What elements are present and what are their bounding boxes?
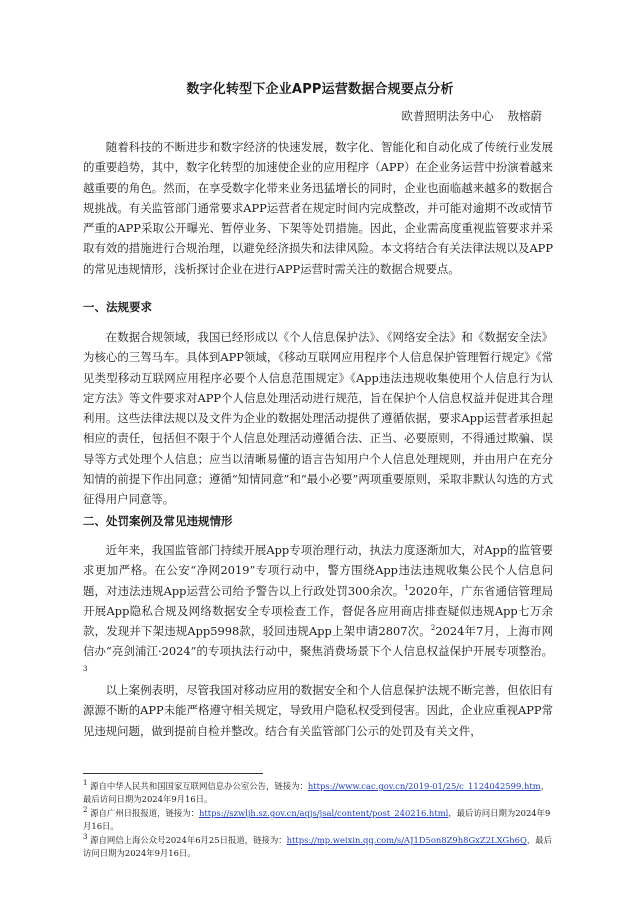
footnote-marker-1[interactable]: 1 [404, 583, 409, 592]
case-text-2019: 近年来，我国监管部门持续开展App专项治理行动，执法力度逐渐加大，对App的监管要求更加严格。在公安“净网2019”专项行动中，警方围绕App违法违规收集公民个人信息问题，对违法违规App运营公司给予警告以上行政处罚300余次。 [83, 543, 553, 598]
footnote-access-date: ，最后访问日期为2024年9月16日。 [83, 781, 550, 804]
footnotes [83, 780, 553, 861]
footnote-marker-2[interactable]: 2 [430, 624, 436, 633]
footnote-source: 源自广州日报报道，链接为： [90, 808, 200, 818]
footnote-link[interactable]: https://szwljh.sz.gov.cn/aqjs/jsal/content/post_240216.html [199, 808, 449, 818]
footnote-number: 2 [83, 806, 88, 815]
regulations-paragraph: 在数据合规领域，我国已经形成以《个人信息保护法》、《网络安全法》和《数据安全法》为核心的三驾马车。具体到APP领域，《移动互联网应用程序个人信息保护管理暂行规定》《常见类型移动互联网应用程序必要个人信息范围规定》《App违法违规收集使用个人信息行为认定方法》等文件要求对APP个人信息处理活动进行规范，旨在保护个人信息权益并促进其合理利用。这些法律法规以及文件为企业的数据处理活动提供了遵循依据，要求App运营者承担起相应的责任，包括但不限于个人信息处理活动遵循合法、正当、必要原则，不得通过欺骗、误导等方式处理个人信息；应当以清晰易懂的语言告知用户个人信息处理规则，并由用户在充分知情的前提下作出同意；遵循“知情同意”和“最小必要”两项重要原则，采取非默认勾选的方式征得用户同意等。 [83, 330, 553, 507]
section-heading-cases: 二、处罚案例及常见违规情形 [83, 514, 233, 528]
footnote-2 [83, 807, 553, 833]
footnote-source: 源自中华人民共和国国家互联网信息办公室公告，链接为： [90, 781, 308, 791]
footnote-link[interactable]: https://mp.weixin.qq.com/s/AJ1D5on8Z9h8GxZ2LXGh6Q [286, 835, 527, 845]
footnote-marker-3[interactable]: 3 [83, 664, 88, 673]
author-line [388, 108, 543, 124]
footnote-access-date: ，最后访问日期为2024年9月16日。 [83, 808, 551, 831]
footnote-1 [83, 780, 553, 806]
cases-paragraph [83, 540, 553, 682]
footnote-3 [83, 834, 553, 860]
case-text-2024: 2024年7月，上海市网信办“亮剑浦江·2024”的专项执法行动中，聚焦消费场景下个人信息权益保护开展专项整治。 [83, 624, 553, 659]
case-text-2020: 2020年，广东省通信管理局开展App隐私合规及网络数据安全专项检查工作，督促各应用商店排查疑似违规App七万余款，发现并下架违规App5998款，驳回违规App上架申请2807次。 [83, 583, 553, 639]
conclusion-paragraph: 以上案例表明，尽管我国对移动应用的数据安全和个人信息保护法规不断完善，但依旧有源源不断的APP未能严格遵守相关规定，导致用户隐私权受到侵害。因此，企业应重视APP常见违规问题，做到提前自检并整改。结合有关监管部门公示的处罚及有关文件， [83, 683, 553, 738]
page-title: 数字化转型下企业APP运营数据合规要点分析 [186, 82, 454, 97]
footnote-source: 源自网信上海公众号2024年6月25日报道，链接为： [90, 835, 287, 845]
footnote-link[interactable]: https://www.cac.gov.cn/2019-01/25/c_1124042599.htm [307, 781, 541, 791]
author-organization: 欧普照明法务中心 [401, 109, 494, 123]
author-name: 敖榕蔚 [507, 109, 542, 123]
intro-paragraph: 随着科技的不断进步和数字经济的快速发展，数字化、智能化和自动化成了传统行业发展的重要趋势，其中，数字化转型的加速使企业的应用程序（APP）在企业务运营中扮演着越来越重要的角色。然而，在享受数字化带来业务迅猛增长的同时，企业也面临越来越多的数据合规挑战。有关监管部门通常要求APP运营者在规定时间内完成整改，并可能对逾期不改或情节严重的APP采取公开曝光、暂停业务、下架等处罚措施。因此，企业需高度重视监管要求并采取有效的措施进行合规治理，以避免经济损失和法律风险。本文将结合有关法律法规以及APP的常见违规情形，浅析探讨企业在进行APP运营时需关注的数据合规要点。 [83, 140, 553, 276]
footnote-divider [83, 773, 263, 774]
footnote-number: 3 [83, 833, 88, 842]
section-heading-regulations: 一、法规要求 [83, 300, 152, 314]
footnote-access-date: ，最后访问日期为2024年9月16日。 [83, 835, 552, 858]
footnote-number: 1 [83, 779, 88, 788]
